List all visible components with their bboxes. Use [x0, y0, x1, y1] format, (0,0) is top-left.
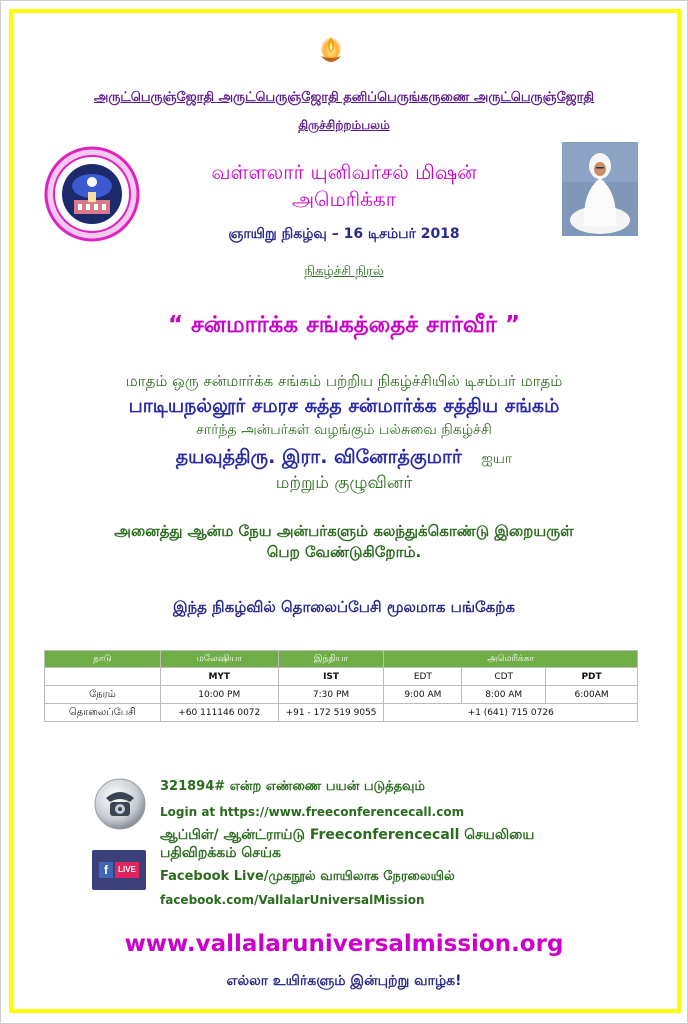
header-malaysia: மலேஷியா	[160, 651, 278, 668]
presenter-honorific: ஐயா	[481, 451, 513, 467]
live-badge: LIVE	[115, 862, 139, 878]
event-title: “ சன்மார்க்க சங்கத்தைச் சார்வீர் ”	[167, 312, 521, 338]
table-row	[45, 668, 638, 686]
telephone-icon	[94, 778, 146, 830]
oil-lamp-icon	[318, 34, 344, 68]
header-america: அமெரிக்கா	[384, 651, 638, 668]
table-cell: +1 (641) 715 0726	[384, 704, 638, 722]
table-cell	[45, 668, 161, 686]
table-cell: +91 - 172 519 9055	[278, 704, 384, 722]
invitation-line-1: அனைத்து ஆன்ம நேய அன்பர்களும் கலந்துக்கொண்டு இறையருள்	[114, 522, 574, 540]
app-line-1: ஆப்பிள்/ ஆன்ட்ராய்டு Freeconferencecall செயலியை	[160, 827, 535, 843]
description-line-2: பாடியநல்லூர் சமரச சுத்த சன்மார்க்க சத்திய சங்கம்	[128, 395, 560, 417]
invitation-text	[0, 521, 688, 563]
table-cell: தொலைப்பேசி	[45, 704, 161, 722]
facebook-page-link[interactable]: facebook.com/VallalarUniversalMission	[160, 893, 425, 907]
table-cell: 10:00 PM	[160, 686, 278, 704]
join-heading: இந்த நிகழ்வில் தொலைப்பேசி மூலமாக பங்கேற்க	[172, 598, 516, 616]
table-cell: +60 111146 0072	[160, 704, 278, 722]
presenter-name: தயவுத்திரு. இரா. வினோத்குமார்	[175, 446, 462, 468]
table-cell: PDT	[546, 668, 638, 686]
table-header-row	[45, 651, 638, 668]
website-link[interactable]: www.vallalaruniversalmission.org	[124, 931, 564, 957]
schedule-table	[44, 650, 638, 722]
organization-name: வள்ளலார் யுனிவர்சல் மிஷன்	[211, 160, 477, 184]
facebook-live-text: Facebook Live/முகநூல் வாயிலாக நேரலையில்	[160, 869, 455, 884]
description-line-3: சார்ந்த அன்பர்கள் வழங்கும் பல்சுவை நிகழ்ச்சி	[196, 422, 492, 438]
closing-blessing: எல்லா உயிர்களும் இன்புற்று வாழ்க!	[226, 973, 462, 989]
table-row	[45, 686, 638, 704]
app-line-2: பதிவிறக்கம் செய்க	[160, 845, 282, 861]
invocation-line-1: அருட்பெருஞ்ஜோதி அருட்பெருஞ்ஜோதி தனிப்பெருங்கருணை அருட்பெருஞ்ஜோதி	[93, 90, 595, 105]
description-line-4	[0, 446, 688, 471]
table-cell: 7:30 PM	[278, 686, 384, 704]
table-row	[45, 704, 638, 722]
organization-country: அமெரிக்கா	[291, 187, 397, 211]
login-link[interactable]: Login at https://www.freeconferencecall.com	[160, 805, 465, 819]
invitation-line-2: பெற வேண்டுகிறோம்.	[266, 543, 422, 561]
header-india: இந்தியா	[278, 651, 384, 668]
table-cell: 9:00 AM	[384, 686, 462, 704]
invocation-line-2: திருச்சிற்றம்பலம்	[298, 118, 390, 132]
table-cell: நேரம்	[45, 686, 161, 704]
header-country: நாடு	[45, 651, 161, 668]
event-date: ஞாயிறு நிகழ்வு – 16 டிசம்பர் 2018	[228, 226, 460, 242]
description-line-1: மாதம் ஒரு சன்மார்க்க சங்கம் பற்றிய நிகழ்ச்சியில் டிசம்பர் மாதம்	[125, 372, 563, 390]
table-cell: MYT	[160, 668, 278, 686]
table-cell: CDT	[462, 668, 546, 686]
table-cell: IST	[278, 668, 384, 686]
table-cell: 8:00 AM	[462, 686, 546, 704]
access-code-text: 321894# என்ற எண்ணை பயன் படுத்தவும்	[160, 779, 425, 794]
facebook-live-icon	[92, 850, 146, 890]
table-cell: 6:00AM	[546, 686, 638, 704]
description-line-5: மற்றும் குழுவினர்	[275, 473, 413, 493]
facebook-f-badge: f	[99, 862, 113, 878]
program-label: நிகழ்ச்சி நிரல்	[304, 264, 384, 279]
table-cell: EDT	[384, 668, 462, 686]
app-download-text	[160, 826, 620, 862]
